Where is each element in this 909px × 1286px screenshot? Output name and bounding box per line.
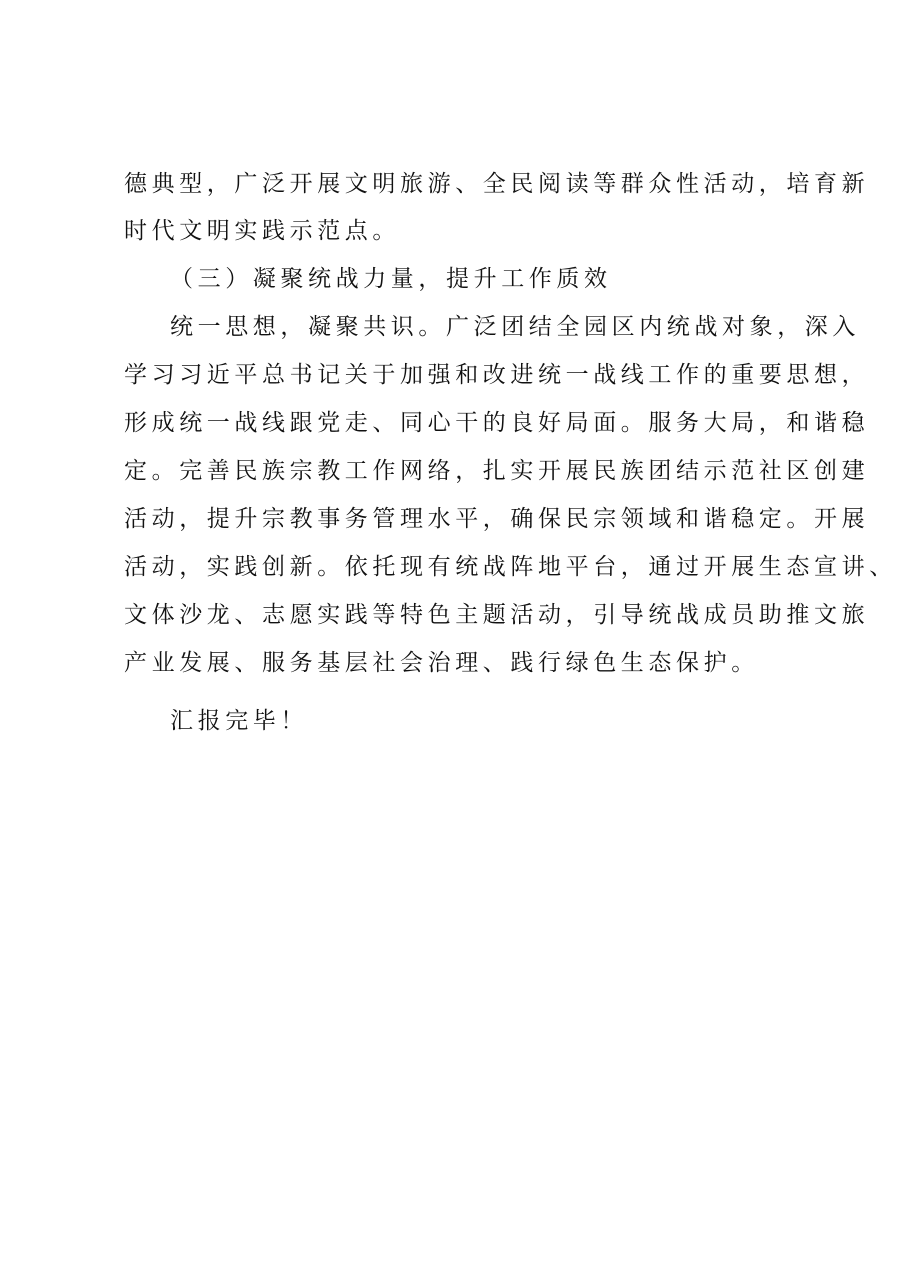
paragraph-line-5: 活动，提升宗教事务管理水平，确保民宗领域和谐稳定。开展 (124, 506, 870, 532)
paragraph-line-4: 定。完善民族宗教工作网络，扎实开展民族团结示范社区创建 (124, 458, 870, 484)
closing-remark: 汇报完毕！ (170, 708, 308, 734)
paragraph-line-2: 学习习近平总书记关于加强和改进统一战线工作的重要思想， (124, 362, 870, 388)
paragraph-line-8: 产业发展、服务基层社会治理、践行绿色生态保护。 (124, 650, 759, 676)
paragraph-line-6: 活动，实践创新。依托现有统战阵地平台，通过开展生态宣讲、 (124, 554, 897, 580)
paragraph-line-1: 统一思想，凝聚共识。广泛团结全园区内统战对象，深入 (170, 314, 860, 340)
continuation-line-1: 德典型，广泛开展文明旅游、全民阅读等群众性活动，培育新 (124, 171, 870, 197)
paragraph-line-3: 形成统一战线跟党走、同心干的良好局面。服务大局，和谐稳 (124, 410, 870, 436)
paragraph-line-7: 文体沙龙、志愿实践等特色主题活动，引导统战成员助推文旅 (124, 602, 870, 628)
section-heading: （三）凝聚统战力量，提升工作质效 (170, 266, 612, 292)
continuation-line-2: 时代文明实践示范点。 (124, 218, 400, 244)
